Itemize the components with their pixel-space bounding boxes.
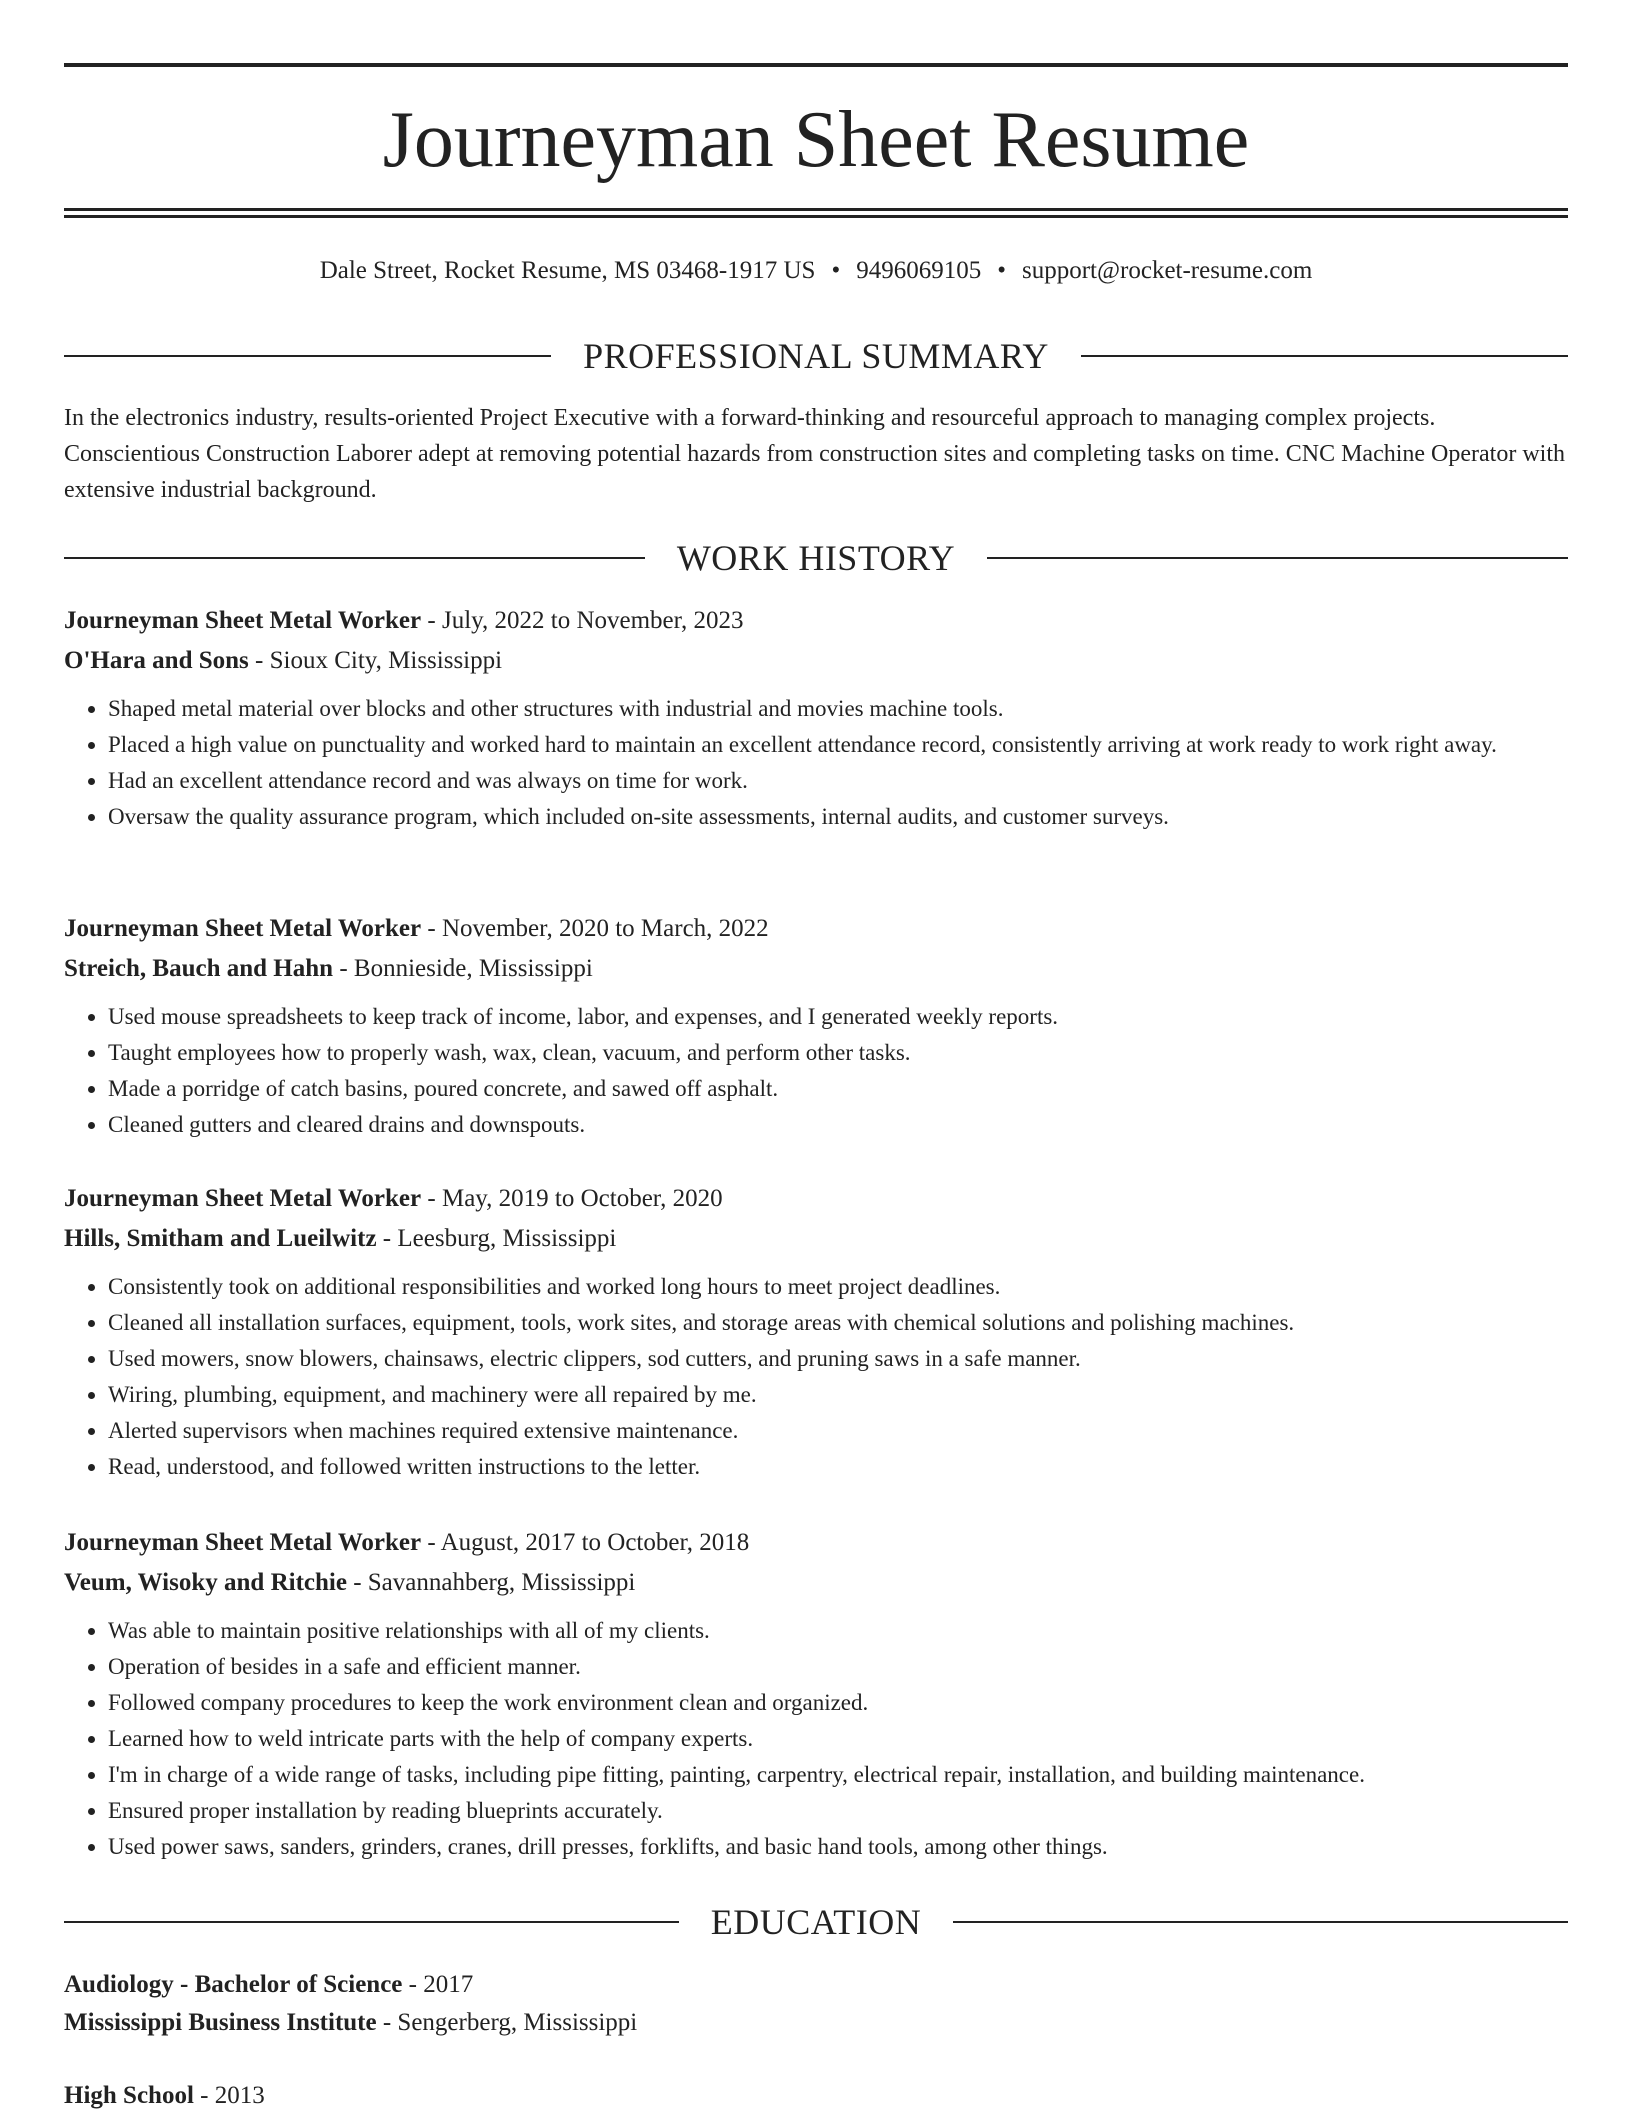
- job-bullet: • Used power saws, sanders, grinders, cranes, drill presses, forklifts, and basic hand tools, among other things.: [108, 1829, 1568, 1865]
- job-bullet: • Had an excellent attendance record and was always on time for work.: [108, 763, 1568, 799]
- job-company: Hills, Smitham and Lueilwitz: [64, 1225, 377, 1252]
- job-company-line: [64, 1563, 1568, 1603]
- contact-phone: 9496069105: [856, 257, 982, 284]
- job-bullet: • Taught employees how to properly wash, wax, clean, vacuum, and perform other tasks.: [108, 1035, 1568, 1071]
- heading-rule: [1081, 355, 1568, 357]
- job-bullet: • Read, understood, and followed written instructions to the letter.: [108, 1449, 1568, 1485]
- job-bullet: • Shaped metal material over blocks and other structures with industrial and movies machine tools.: [108, 691, 1568, 727]
- heading-rule: [64, 1921, 679, 1923]
- job-bullet: • Cleaned gutters and cleared drains and downspouts.: [108, 1107, 1568, 1143]
- edu-degree-line: [64, 2077, 1568, 2115]
- edu-degree-line: [64, 1966, 1568, 2004]
- contact-separator: •: [997, 257, 1006, 284]
- job-title: Journeyman Sheet Metal Worker: [64, 1529, 422, 1556]
- education-entry: [64, 1966, 1568, 2042]
- resume-title: Journeyman Sheet Resume: [382, 96, 1250, 184]
- education-entry: [64, 2077, 1568, 2115]
- job-bullet: • Made a porridge of catch basins, poured concrete, and sawed off asphalt.: [108, 1071, 1568, 1107]
- job-bullet: • Oversaw the quality assurance program, which included on-site assessments, internal audits, and customer surveys.: [108, 799, 1568, 835]
- job-bullet: • I'm in charge of a wide range of tasks, including pipe fitting, painting, carpentry, electrical repair, installation, and building maintenance.: [108, 1757, 1568, 1793]
- job-bullets: [64, 1269, 1568, 1485]
- job-title-line: [64, 1523, 1568, 1563]
- job-location: - Sioux City, Mississippi: [248, 647, 503, 674]
- edu-degree: High School: [64, 2082, 194, 2109]
- job-bullet: • Was able to maintain positive relationships with all of my clients.: [108, 1613, 1568, 1649]
- job-company-line: [64, 1219, 1568, 1259]
- job-company: Veum, Wisoky and Ritchie: [64, 1569, 347, 1596]
- job-title-line: [64, 601, 1568, 641]
- job-entry: [64, 1523, 1568, 1865]
- job-bullets: [64, 1613, 1568, 1865]
- job-entry: [64, 909, 1568, 1143]
- contact-email: support@rocket-resume.com: [1022, 257, 1313, 284]
- job-company: O'Hara and Sons: [64, 647, 249, 674]
- job-title: Journeyman Sheet Metal Worker: [64, 607, 422, 634]
- job-bullet: • Placed a high value on punctuality and worked hard to maintain an excellent attendance record, consistently arriving at work ready to work right away.: [108, 727, 1568, 763]
- title-double-rule: [64, 208, 1568, 218]
- top-rule: [64, 63, 1568, 67]
- job-dates: - May, 2019 to October, 2020: [421, 1185, 723, 1212]
- contact-line: [64, 253, 1568, 289]
- edu-school-line: [64, 2004, 1568, 2042]
- job-entry: [64, 601, 1568, 835]
- heading-rule: [64, 557, 645, 559]
- job-company-line: [64, 641, 1568, 681]
- section-title: WORK HISTORY: [676, 538, 956, 578]
- edu-year: - 2013: [193, 2082, 265, 2109]
- job-location: - Leesburg, Mississippi: [376, 1225, 617, 1252]
- job-bullet: • Cleaned all installation surfaces, equipment, tools, work sites, and storage areas with chemical solutions and polishing machines.: [108, 1305, 1568, 1341]
- section-heading-work-history: [64, 538, 1568, 578]
- job-bullet: • Used mowers, snow blowers, chainsaws, electric clippers, sod cutters, and pruning saws in a safe manner.: [108, 1341, 1568, 1377]
- section-heading-education: [64, 1902, 1568, 1942]
- job-company-line: [64, 949, 1568, 989]
- section-title: PROFESSIONAL SUMMARY: [583, 336, 1049, 376]
- job-dates: - August, 2017 to October, 2018: [421, 1529, 750, 1556]
- job-location: - Savannahberg, Mississippi: [346, 1569, 636, 1596]
- job-bullet: • Consistently took on additional responsibilities and worked long hours to meet project deadlines.: [108, 1269, 1568, 1305]
- job-title-line: [64, 909, 1568, 949]
- job-bullet: • Ensured proper installation by reading blueprints accurately.: [108, 1793, 1568, 1829]
- contact-separator: •: [831, 257, 841, 284]
- edu-location: - Sengerberg, Mississippi: [376, 2009, 638, 2036]
- summary-text: In the electronics industry, results-oriented Project Executive with a forward-thinking and resourceful approach to managing complex projects. Conscientious Construction Laborer adept at removing potential hazards from construction sites and completing tasks on time. CNC Machine Operator with extensive industrial background.: [64, 405, 1565, 503]
- heading-rule: [987, 557, 1568, 559]
- job-title: Journeyman Sheet Metal Worker: [64, 1185, 422, 1212]
- section-title: EDUCATION: [710, 1902, 922, 1942]
- job-bullets: [64, 691, 1568, 835]
- job-dates: - July, 2022 to November, 2023: [421, 607, 744, 634]
- job-company: Streich, Bauch and Hahn: [64, 955, 334, 982]
- job-dates: - November, 2020 to March, 2022: [421, 915, 769, 942]
- job-bullets: [64, 999, 1568, 1143]
- job-entry: [64, 1179, 1568, 1485]
- job-title: Journeyman Sheet Metal Worker: [64, 915, 422, 942]
- contact-address: Dale Street, Rocket Resume, MS 03468-1917 US: [319, 257, 816, 284]
- job-bullet: • Learned how to weld intricate parts with the help of company experts.: [108, 1721, 1568, 1757]
- edu-school: Mississippi Business Institute: [64, 2009, 377, 2036]
- heading-rule: [64, 355, 551, 357]
- section-heading-summary: [64, 336, 1568, 376]
- job-bullet: • Operation of besides in a safe and efficient manner.: [108, 1649, 1568, 1685]
- heading-rule: [953, 1921, 1568, 1923]
- job-bullet: • Alerted supervisors when machines required extensive maintenance.: [108, 1413, 1568, 1449]
- job-bullet: • Used mouse spreadsheets to keep track of income, labor, and expenses, and I generated weekly reports.: [108, 999, 1568, 1035]
- job-title-line: [64, 1179, 1568, 1219]
- job-bullet: • Wiring, plumbing, equipment, and machinery were all repaired by me.: [108, 1377, 1568, 1413]
- edu-year: - 2017: [402, 1971, 474, 1998]
- job-bullet: • Followed company procedures to keep the work environment clean and organized.: [108, 1685, 1568, 1721]
- job-location: - Bonnieside, Mississippi: [333, 955, 593, 982]
- edu-degree: Audiology - Bachelor of Science: [64, 1971, 403, 1998]
